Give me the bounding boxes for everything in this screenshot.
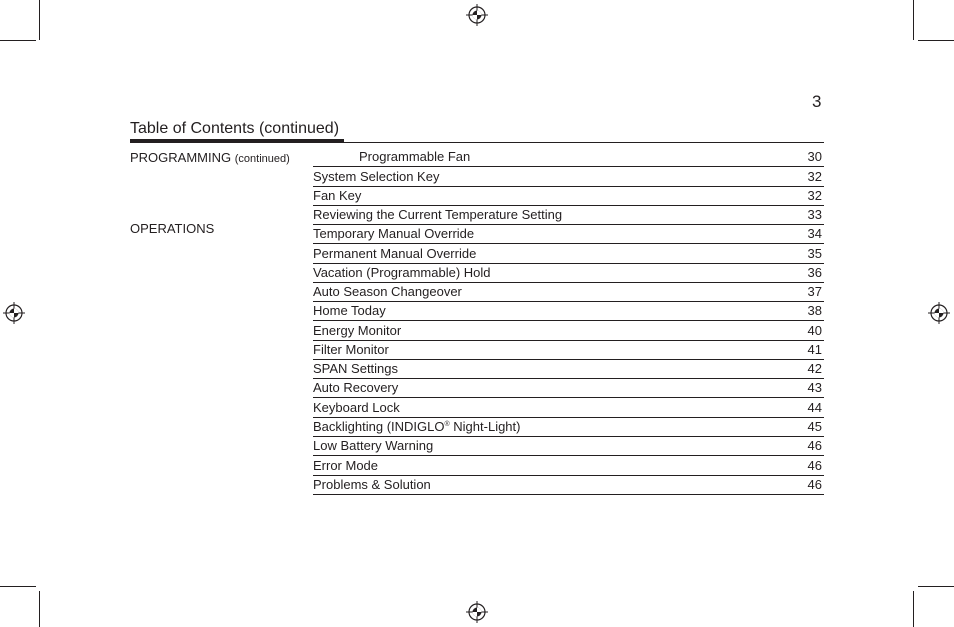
- toc-entry-label: Temporary Manual Override: [313, 226, 475, 242]
- crop-mark-bottom-left-vertical: [39, 591, 40, 627]
- toc-entry-label: Permanent Manual Override: [313, 245, 477, 261]
- toc-entry: [313, 476, 824, 495]
- toc-entry: [313, 360, 824, 379]
- registration-mark-right-icon: [928, 302, 950, 324]
- toc-entry: [313, 437, 824, 456]
- crop-mark-top-right-vertical: [913, 0, 914, 40]
- toc-entry-label: Error Mode: [313, 457, 379, 473]
- toc-entry-page: 43: [807, 380, 822, 396]
- toc-entry-label-after: Night-Light): [449, 418, 521, 434]
- toc-entry: [313, 379, 824, 398]
- toc-entry: [313, 264, 824, 283]
- toc-entry-label: Fan Key: [313, 187, 362, 203]
- registration-mark-top-icon: [466, 4, 488, 26]
- toc-entry-label: Programmable Fan: [359, 149, 471, 165]
- section-label-suffix: (continued): [234, 153, 290, 165]
- toc-entry-label: Energy Monitor: [313, 322, 402, 338]
- crop-mark-top-left-horizontal: [0, 40, 36, 41]
- page-title: Table of Contents (continued): [130, 120, 340, 137]
- toc-entry-page: 32: [807, 168, 822, 184]
- toc-entry: [313, 148, 824, 167]
- toc-entry-label: Auto Recovery: [313, 380, 399, 396]
- toc-entry: [313, 398, 824, 417]
- toc-entry-page: 32: [807, 187, 822, 203]
- toc-entry-label: Home Today: [313, 303, 386, 319]
- title-rule: [130, 142, 824, 143]
- toc-entry-label: System Selection Key: [313, 168, 440, 184]
- toc-entry-page: 40: [807, 322, 822, 338]
- toc-entry: [313, 456, 824, 475]
- section-label-operations: [130, 221, 214, 237]
- toc-entry-page: 30: [807, 149, 822, 165]
- toc-entry-label: Keyboard Lock: [313, 399, 400, 415]
- toc-entry-page: 42: [807, 361, 822, 377]
- toc-entry-page: 36: [807, 264, 822, 280]
- toc-entry-page: 35: [807, 245, 822, 261]
- toc-entry: [313, 244, 824, 263]
- toc-entry-label: Filter Monitor: [313, 341, 389, 357]
- toc-entry-label: Vacation (Programmable) Hold: [313, 264, 491, 280]
- toc-entry: [313, 225, 824, 244]
- toc-entry-label: Reviewing the Current Temperature Setting: [313, 207, 563, 223]
- page-number: 3: [812, 92, 822, 111]
- toc-entry-page: 33: [807, 207, 822, 223]
- toc-entry-label: Auto Season Changeover: [313, 284, 462, 300]
- toc-entry: [313, 341, 824, 360]
- toc-entry-page: 46: [807, 476, 822, 492]
- crop-mark-bottom-right-horizontal: [918, 586, 954, 587]
- crop-mark-bottom-right-vertical: [913, 591, 914, 627]
- toc-entry-page: 38: [807, 303, 822, 319]
- toc-entry: [313, 167, 824, 186]
- toc-entry-label-group: [313, 419, 520, 435]
- registration-mark-left-icon: [3, 302, 25, 324]
- registered-trademark-symbol: ®: [444, 420, 450, 428]
- crop-mark-top-right-horizontal: [918, 40, 954, 41]
- toc-entry-page: 46: [807, 438, 822, 454]
- crop-mark-top-left-vertical: [39, 0, 40, 40]
- toc-entry: [313, 418, 824, 437]
- toc-entry-page: 34: [807, 226, 822, 242]
- toc-entry-page: 41: [807, 341, 822, 357]
- toc-entry-label: Problems & Solution: [313, 476, 431, 492]
- toc-entry-label: Backlighting (INDIGLO: [313, 418, 445, 434]
- toc-entry: [313, 283, 824, 302]
- toc-entry: [313, 187, 824, 206]
- section-label-programming: [130, 150, 290, 167]
- registration-mark-bottom-icon: [466, 601, 488, 623]
- toc-entry-label: Low Battery Warning: [313, 438, 434, 454]
- toc-entry-page: 37: [807, 284, 822, 300]
- toc-entry-page: 46: [807, 457, 822, 473]
- crop-mark-bottom-left-horizontal: [0, 586, 36, 587]
- toc-entry-label: SPAN Settings: [313, 361, 399, 377]
- toc-entry-page: 45: [807, 418, 822, 434]
- toc-entry: [313, 302, 824, 321]
- toc-entry: [313, 321, 824, 340]
- section-label-text: PROGRAMMING: [130, 150, 232, 165]
- toc-entry: [313, 206, 824, 225]
- toc-entry-list: [313, 148, 824, 495]
- toc-entry-page: 44: [807, 399, 822, 415]
- section-label-text: OPERATIONS: [130, 221, 215, 236]
